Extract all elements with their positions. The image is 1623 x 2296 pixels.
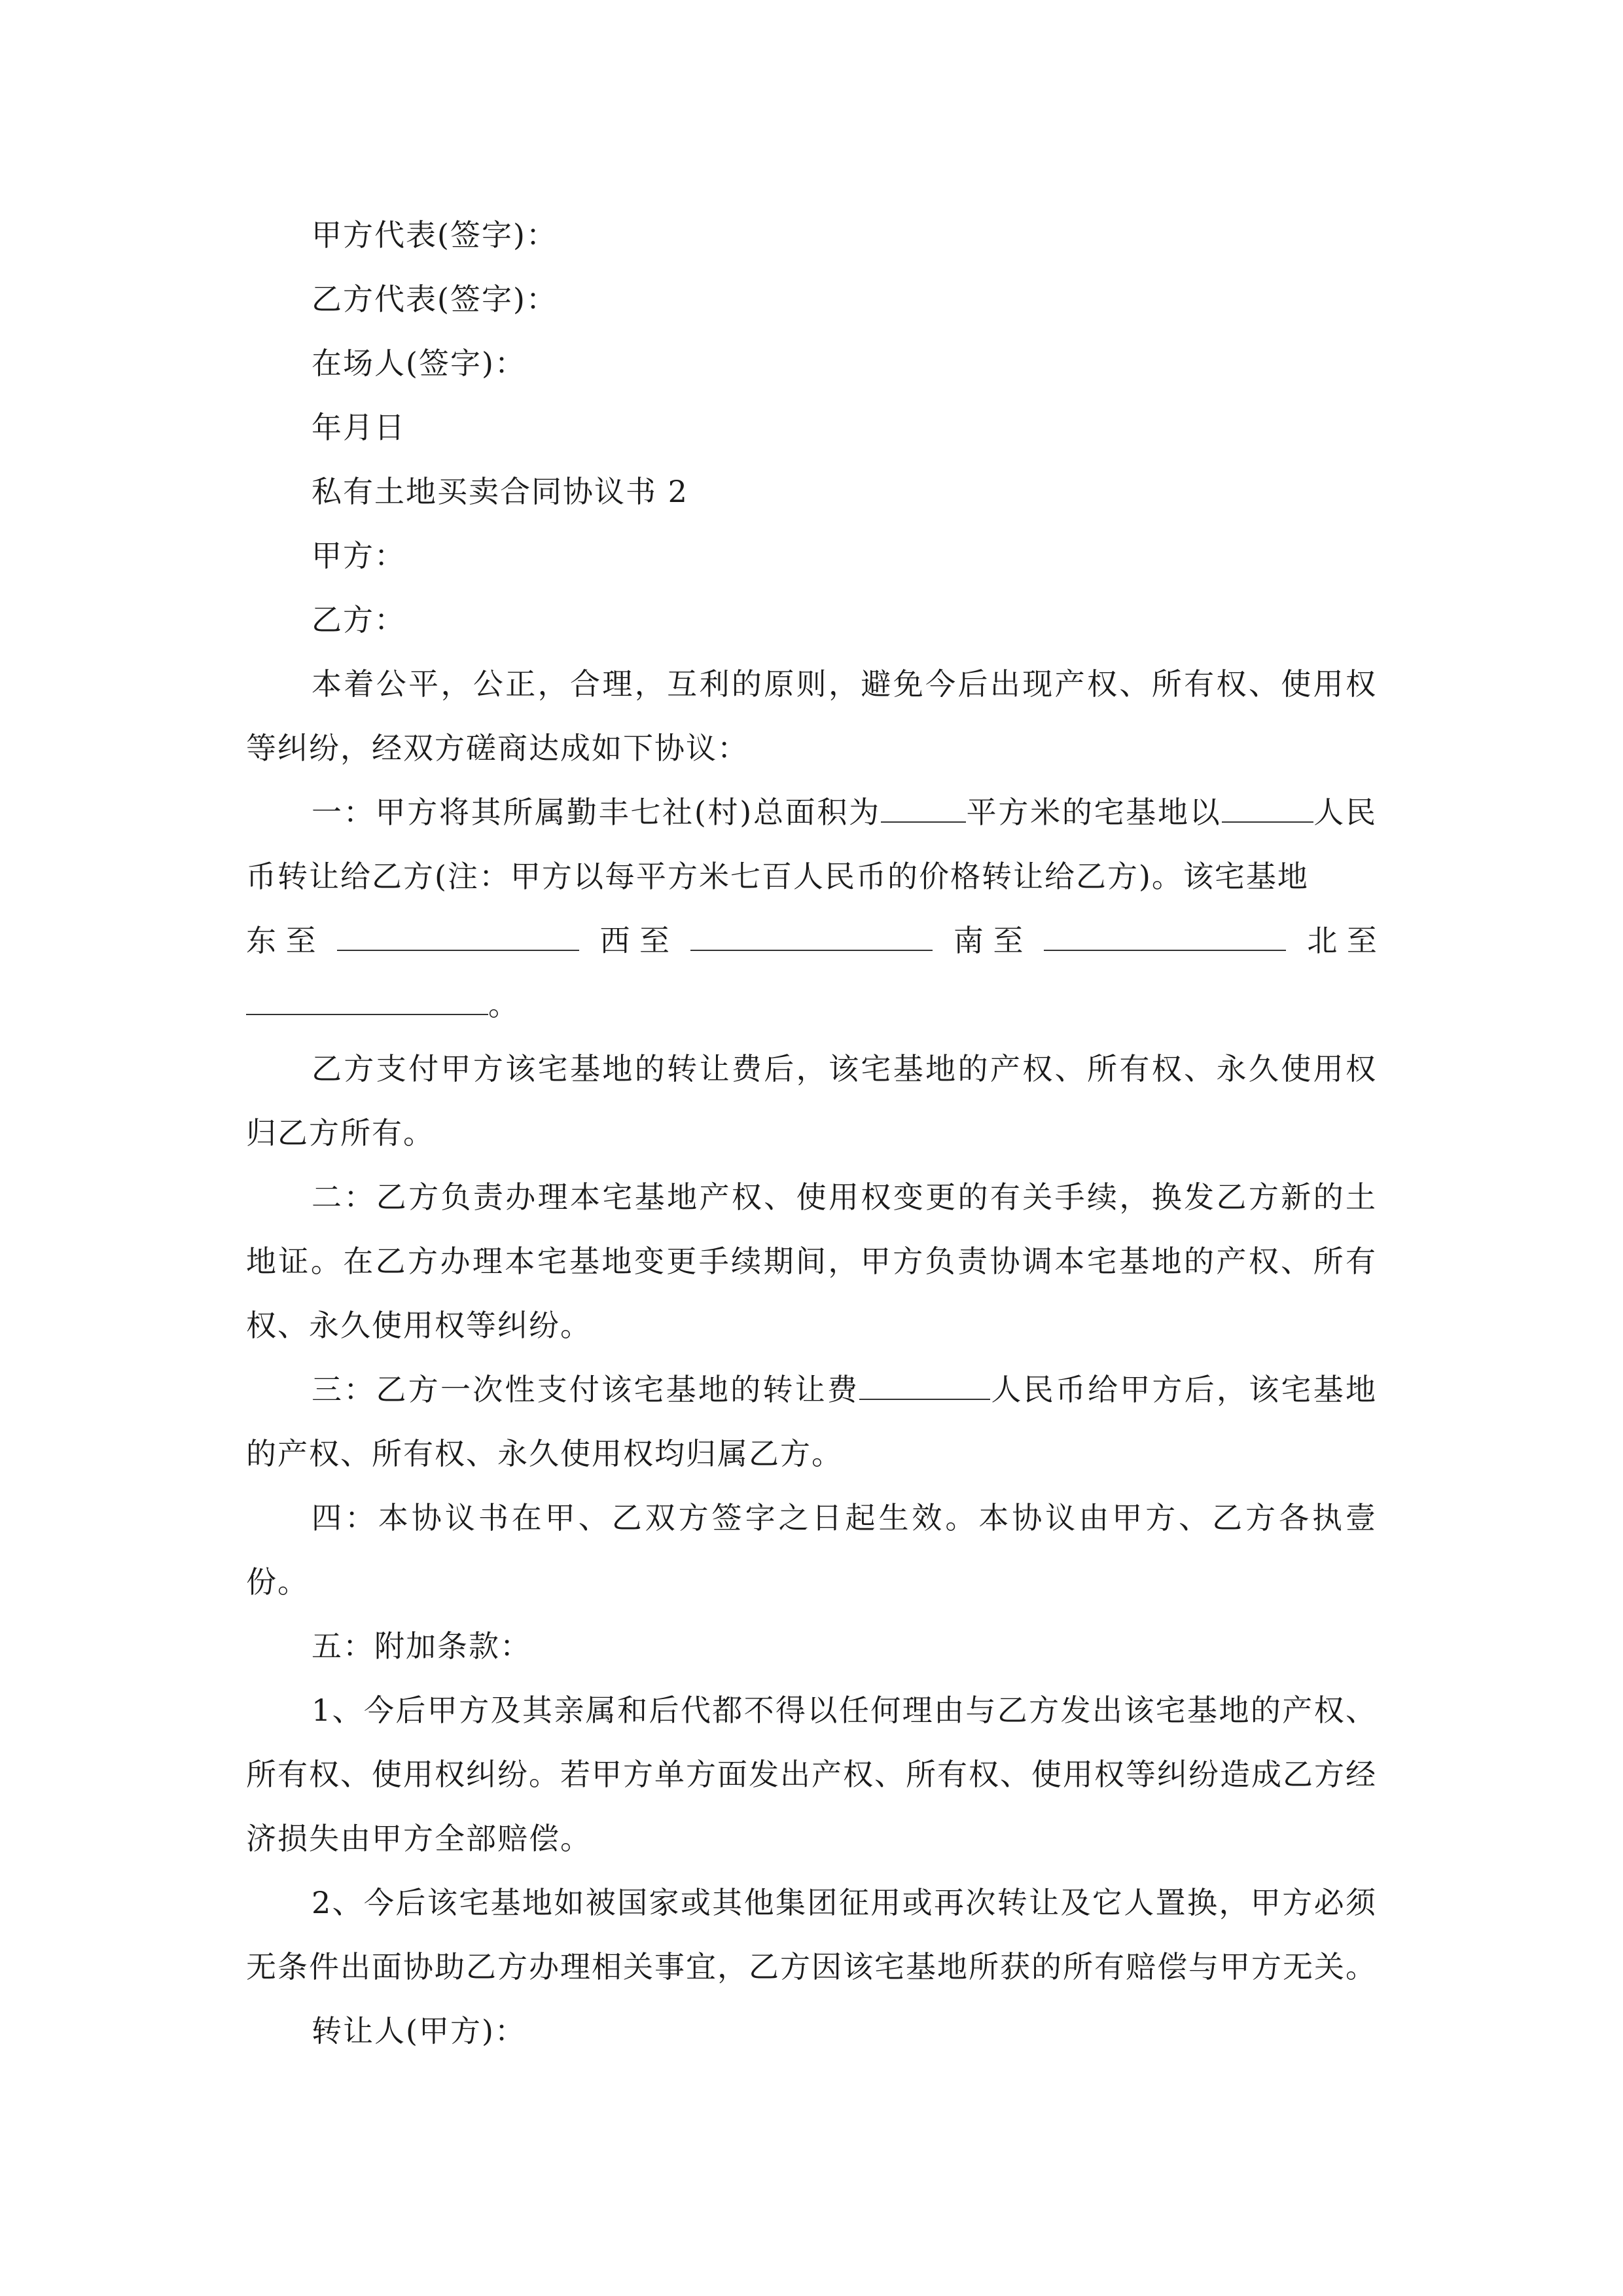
west-blank (690, 910, 933, 951)
east-blank (337, 910, 579, 951)
party-b-label: 乙方： (312, 602, 406, 637)
east-label: 东 至 (246, 923, 316, 958)
party-b-rep-signature: 乙方代表(签字)： (312, 281, 558, 317)
clause-3-paragraph (246, 1357, 1377, 1486)
party-a-rep-signature: 甲方代表(签字)： (312, 217, 558, 253)
clause-1-payment-paragraph: 乙方支付甲方该宅基地的转让费后，该宅基地的产权、所有权、永久使用权归乙方所有。 (246, 1051, 1377, 1151)
south-blank (1044, 910, 1286, 951)
price-blank (1222, 782, 1313, 823)
clause-1-text-b: 平方米的宅基地以 (965, 795, 1222, 830)
clause-1-paragraph (246, 780, 1377, 908)
north-label: 北 至 (1307, 923, 1377, 958)
fee-blank (859, 1359, 990, 1400)
intro-paragraph: 本着公平，公正，合理，互利的原则，避免今后出现产权、所有权、使用权等纠纷，经双方磋商达成如下协议： (246, 666, 1377, 766)
clause-5-title: 五：附加条款： (312, 1628, 531, 1664)
west-label: 西 至 (599, 923, 670, 958)
north-boundary-line (246, 973, 1377, 1037)
document-page (246, 203, 1377, 2063)
signature-date: 年月日 (312, 410, 406, 445)
clause-5-1-paragraph: 1、今后甲方及其亲属和后代都不得以任何理由与乙方发出该宅基地的产权、所有权、使用权纠纷。若甲方单方面发出产权、所有权、使用权等纠纷造成乙方经济损失由甲方全部赔偿。 (246, 1693, 1377, 1856)
witness-signature: 在场人(签字)： (312, 346, 526, 381)
clause-1-text-a: 一：甲方将其所属勤丰七社(村)总面积为 (312, 795, 881, 830)
south-label: 南 至 (953, 923, 1024, 958)
north-blank (246, 975, 488, 1015)
clause-3-text-b: 人民币给甲方后，该宅基地的产权、所有权、永久使用权均归属乙方。 (246, 1372, 1378, 1471)
clause-5-2-paragraph: 2、今后该宅基地如被国家或其他集团征用或再次转让及它人置换，甲方必须无条件出面协助乙方办理相关事宜，乙方因该宅基地所获的所有赔偿与甲方无关。 (246, 1885, 1377, 1984)
boundary-line (246, 908, 1377, 973)
clause-3-text-a: 三：乙方一次性支付该宅基地的转让费 (312, 1372, 860, 1407)
boundary-end: 。 (488, 987, 520, 1022)
clause-4-paragraph: 四：本协议书在甲、乙双方签字之日起生效。本协议由甲方、乙方各执壹份。 (246, 1500, 1377, 1600)
clause-2-paragraph: 二：乙方负责办理本宅基地产权、使用权变更的有关手续，换发乙方新的土地证。在乙方办理本宅基地变更手续期间，甲方负责协调本宅基地的产权、所有权、永久使用权等纠纷。 (246, 1179, 1377, 1343)
document-title: 私有土地买卖合同协议书 2 (312, 474, 688, 509)
area-blank (881, 782, 966, 823)
party-a-label: 甲方： (312, 538, 406, 573)
clause-1-text-c: 人民币转让给乙方(注：甲方以每平方米七百人民币的价格转让给乙方)。该宅基地 (246, 795, 1378, 894)
transferor-signature: 转让人(甲方)： (312, 2013, 526, 2049)
